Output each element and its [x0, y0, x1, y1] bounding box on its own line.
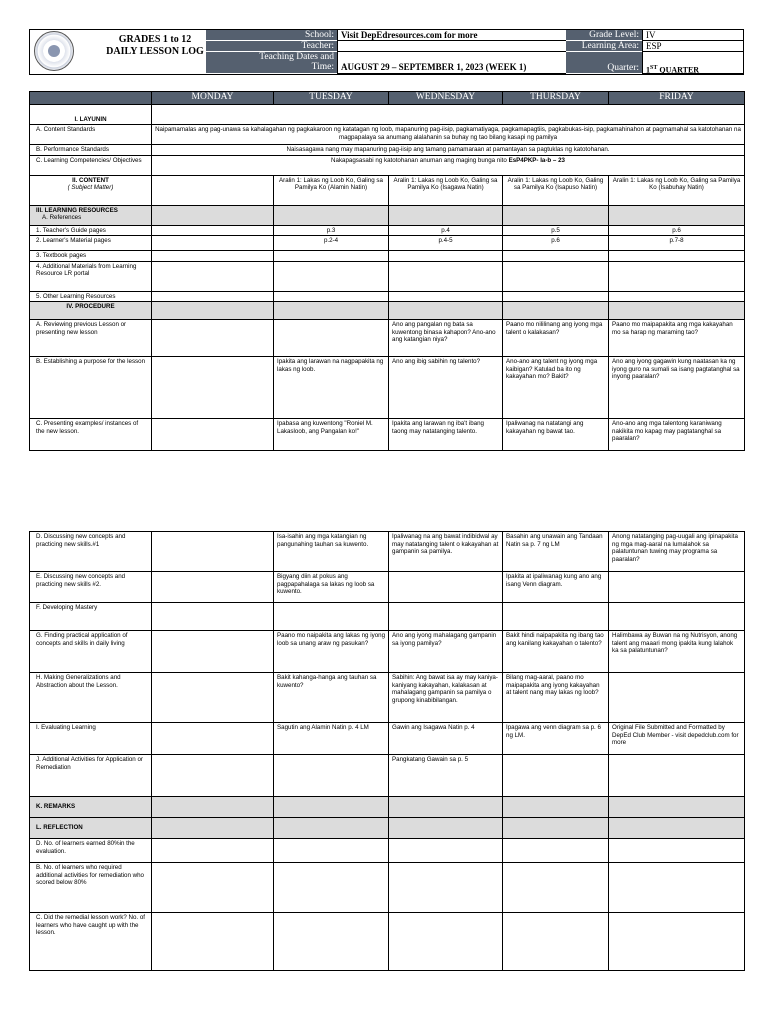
j-friday [609, 755, 745, 797]
c-monday [152, 419, 274, 451]
table-cell [389, 913, 503, 971]
row-label-additional-activities: J. Additional Activities for Application or Remediation [30, 755, 152, 797]
dates-value: AUGUST 29 – SEPTEMBER 1, 2023 (WEEK 1) [337, 52, 566, 74]
table-row [30, 839, 745, 863]
a-wednesday: Ano ang pangalan ng bata sa kuwentong binasa kahapon? Ano-ano ang katangian niya? [389, 320, 503, 357]
table-cell [609, 913, 745, 971]
table-cell [274, 251, 389, 262]
table-row [30, 236, 745, 251]
table-row [30, 320, 745, 357]
table-row [30, 818, 745, 839]
table-row [30, 175, 745, 205]
d-monday [152, 532, 274, 572]
tg-wednesday: p.4 [389, 225, 503, 236]
h-tuesday: Bakit kahanga-hanga ang tauhan sa kuwento? [274, 673, 389, 723]
table-row [30, 631, 745, 673]
table-cell [503, 302, 609, 320]
c-friday: Ano-ano ang mga talentong karaniwang nakikita mo kapag may pagtatanghal sa paaralan? [609, 419, 745, 451]
b-monday [152, 357, 274, 419]
row-label-content [30, 175, 152, 205]
dates-label-line-1: Teaching Dates and [259, 52, 334, 62]
tg-thursday: p.5 [503, 225, 609, 236]
table-cell [389, 818, 503, 839]
row-label-evaluating: I. Evaluating Learning [30, 723, 152, 755]
e-tuesday: Bigyang diin at pokus ang pagpapahalaga sa lakas ng loob sa kuwento. [274, 572, 389, 603]
table-row [30, 105, 745, 125]
table-cell [274, 818, 389, 839]
row-label-learners-80: D. No. of learners earned 80%in the evaluation. [30, 839, 152, 863]
table-row [30, 145, 745, 156]
table-row [30, 572, 745, 603]
table-cell [152, 913, 274, 971]
g-thursday: Bakit hindi naipapakita ng ibang tao ang kanilang kakayahan o talento? [503, 631, 609, 673]
lesson-log-table-2 [29, 531, 745, 971]
table-cell [389, 863, 503, 913]
day-header-row [30, 92, 745, 105]
row-label-teachers-guide: 1. Teacher's Guide pages [30, 225, 152, 236]
j-thursday [503, 755, 609, 797]
d-friday: Anong natatanging pag-uugali ang ipinapakita ng mga mag-aaral na lumalahok sa palatuntunan tuwing may programa sa paaralan? [609, 532, 745, 572]
table-row [30, 419, 745, 451]
day-header-blank [30, 92, 152, 105]
quarter-label: Quarter: [566, 52, 642, 74]
grade-level-value: IV [642, 30, 744, 41]
table-cell [274, 839, 389, 863]
d-thursday: Basahin ang unawain ang Tandaan Natin sa p. 7 ng LM [503, 532, 609, 572]
table-cell [389, 251, 503, 262]
row-label-discussing-1: D. Discussing new concepts and practicing new skills.#1 [30, 532, 152, 572]
table-cell [609, 291, 745, 302]
table-cell [152, 863, 274, 913]
e-wednesday [389, 572, 503, 603]
row-label-resources [30, 205, 152, 225]
day-header-tuesday: TUESDAY [274, 92, 389, 105]
lm-thursday: p.6 [503, 236, 609, 251]
row-label-presenting: C. Presenting examples/ instances of the new lesson. [30, 419, 152, 451]
b-thursday: Ano-ano ang talent ng iyong mga kaibigan? Katulad ba ito ng kakayahan mo? Bakit? [503, 357, 609, 419]
row-label-purpose: B. Establishing a purpose for the lesson [30, 357, 152, 419]
table-cell [274, 302, 389, 320]
row-label-reviewing: A. Reviewing previous Lesson or presenting new lesson [30, 320, 152, 357]
table-cell [609, 261, 745, 291]
row-label-learners-remediation: B. No. of learners who required additional activities for remediation who scored below 80% [30, 863, 152, 913]
table-cell [503, 205, 609, 225]
tg-tuesday: p.3 [274, 225, 389, 236]
table-cell [609, 302, 745, 320]
table-cell [274, 797, 389, 818]
table-cell [609, 818, 745, 839]
table-row [30, 863, 745, 913]
grade-level-label: Grade Level: [566, 30, 642, 41]
table-cell [152, 251, 274, 262]
e-thursday: Ipakita at ipaliwanag kung ano ang isang Venn diagram. [503, 572, 609, 603]
table-cell [389, 205, 503, 225]
table-cell [609, 205, 745, 225]
f-thursday [503, 603, 609, 631]
a-thursday: Paano mo nililinang ang iyong mga talent o kalakasan? [503, 320, 609, 357]
g-friday: Halimbawa ay Buwan na ng Nutrisyon, anong talent ang maaari mong ipakita kung lalahok ka sa palatuntunan? [609, 631, 745, 673]
table-cell [152, 839, 274, 863]
day-header-friday: FRIDAY [609, 92, 745, 105]
deped-seal-icon [34, 31, 74, 71]
b-wednesday: Ano ang ibig sabihin ng talento? [389, 357, 503, 419]
table-cell [152, 261, 274, 291]
teacher-value [337, 41, 566, 52]
section-procedure: IV. PROCEDURE [30, 302, 152, 320]
learning-area-value: ESP [642, 41, 744, 52]
b-tuesday: Ipakita ang larawan na nagpapakita ng lakas ng loob. [274, 357, 389, 419]
c-wednesday: Ipakita ang larawan ng iba't ibang taong may natatanging talento. [389, 419, 503, 451]
table-cell [609, 797, 745, 818]
lm-tuesday: p.2-4 [274, 236, 389, 251]
table-cell [152, 302, 274, 320]
d-tuesday: Isa-isahin ang mga katangian ng pangunahing tauhan sa kuwento. [274, 532, 389, 572]
table-cell [503, 913, 609, 971]
table-row [30, 302, 745, 320]
quarter-value [642, 52, 744, 74]
competencies-text [152, 155, 745, 175]
dates-label [206, 52, 337, 74]
title-line-1: GRADES 1 to 12 [118, 34, 192, 45]
content-thursday: Aralin 1: Lakas ng Loob Ko, Galing sa Pamilya Ko (Isapuso Natin) [503, 175, 609, 205]
g-monday [152, 631, 274, 673]
table-cell [152, 291, 274, 302]
table-cell [274, 291, 389, 302]
table-cell [389, 797, 503, 818]
header-grid [206, 30, 744, 74]
table-cell [274, 913, 389, 971]
school-label: School: [206, 30, 337, 41]
dates-label-line-2: Time: [311, 62, 334, 72]
table-cell [274, 261, 389, 291]
school-value: Visit DepEdresources.com for more [337, 30, 566, 41]
row-label-content-standards: A. Content Standards [30, 125, 152, 145]
j-monday [152, 755, 274, 797]
table-cell [503, 261, 609, 291]
lm-monday [152, 236, 274, 251]
row-label-generalizations: H. Making Generalizations and Abstraction about the Lesson. [30, 673, 152, 723]
table-cell [152, 105, 745, 125]
table-cell [609, 863, 745, 913]
e-friday [609, 572, 745, 603]
c-tuesday: Ipabasa ang kuwentong "Roniel M. Lakasloob, ang Pangalan ko!" [274, 419, 389, 451]
table-row [30, 532, 745, 572]
section-layunin: I. LAYUNIN [30, 105, 152, 125]
e-monday [152, 572, 274, 603]
row-label-other-resources: 5. Other Learning Resources [30, 291, 152, 302]
f-wednesday [389, 603, 503, 631]
table-cell [503, 818, 609, 839]
table-cell [152, 205, 274, 225]
row-label-mastery: F. Developing Mastery [30, 603, 152, 631]
a-friday: Paano mo maipapakita ang mga kakayahan mo sa harap ng maraming tao? [609, 320, 745, 357]
references-label: A. References [42, 214, 82, 221]
table-cell [274, 863, 389, 913]
table-cell [389, 839, 503, 863]
a-monday [152, 320, 274, 357]
table-row [30, 357, 745, 419]
table-cell [389, 302, 503, 320]
tg-monday [152, 225, 274, 236]
teacher-label: Teacher: [206, 41, 337, 52]
row-label-learners-material: 2. Learner's Material pages [30, 236, 152, 251]
table-row [30, 225, 745, 236]
lm-friday: p.7-8 [609, 236, 745, 251]
f-friday [609, 603, 745, 631]
row-label-competencies: C. Learning Competencies/ Objectives [30, 155, 152, 175]
quarter-ordinal: ST [650, 65, 658, 71]
g-wednesday: Ano ang iyong mahalagang gampanin sa iyong pamilya? [389, 631, 503, 673]
row-label-remedial-lesson: C. Did the remedial lesson work? No. of learners who have caught up with the lesson. [30, 913, 152, 971]
table-cell [503, 839, 609, 863]
lm-wednesday: p.4-5 [389, 236, 503, 251]
title-line-2: DAILY LESSON LOG [106, 46, 204, 57]
content-tuesday: Aralin 1: Lakas ng Loob Ko, Galing sa Pamilya Ko (Alamin Natin) [274, 175, 389, 205]
i-monday [152, 723, 274, 755]
table-row [30, 603, 745, 631]
j-wednesday: Pangkatang Gawain sa p. 5 [389, 755, 503, 797]
table-cell [152, 818, 274, 839]
h-wednesday: Sabihin: Ang bawat isa ay may kaniya-kaniyang kakayahan, kalakasan at mahalagang gampanin sa pamilya o grupong kinabibilangan. [389, 673, 503, 723]
quarter-number: 1 [646, 65, 650, 75]
day-header-wednesday: WEDNESDAY [389, 92, 503, 105]
h-monday [152, 673, 274, 723]
f-tuesday [274, 603, 389, 631]
table-row [30, 251, 745, 262]
table-cell [503, 863, 609, 913]
day-header-thursday: THURSDAY [503, 92, 609, 105]
table-row [30, 913, 745, 971]
table-row [30, 723, 745, 755]
i-thursday: Ipagawa ang venn diagram sa p. 6 ng LM. [503, 723, 609, 755]
row-label-application: G. Finding practical application of concepts and skills in daily living [30, 631, 152, 673]
f-monday [152, 603, 274, 631]
g-tuesday: Paano mo naipakita ang lakas ng iyong loob sa unang araw ng pasukan? [274, 631, 389, 673]
table-cell [609, 839, 745, 863]
d-wednesday: Ipaliwanag na ang bawat indibidwal ay may natatanging talent o kakayahan at gampanin sa pamilya. [389, 532, 503, 572]
row-label-reflection: L. REFLECTION [30, 818, 152, 839]
content-wednesday: Aralin 1: Lakas ng Loob Ko, Galing sa Pamilya Ko (Isagawa Natin) [389, 175, 503, 205]
table-cell [503, 291, 609, 302]
c-thursday: Ipaliwanag na natatangi ang kakayahan ng bawat tao. [503, 419, 609, 451]
learning-area-label: Learning Area: [566, 41, 642, 52]
row-label-additional-materials: 4. Additional Materials from Learning Resource LR portal [30, 261, 152, 291]
table-row [30, 797, 745, 818]
competencies-statement: Nakapagsasabi ng katotohanan anuman ang maging bunga nito [331, 156, 507, 164]
performance-standards-text: Naisasagawa nang may mapanuring pag-iisip ang tamang pamamaraan at pamantayan sa pagtuklas ng katotohanan. [152, 145, 745, 156]
row-label-performance-standards: B. Performance Standards [30, 145, 152, 156]
lesson-log-table-1 [29, 91, 745, 451]
row-label-remarks: K. REMARKS [30, 797, 152, 818]
row-label-discussing-2: E. Discussing new concepts and practicing new skills #2. [30, 572, 152, 603]
tg-friday: p.6 [609, 225, 745, 236]
table-cell [609, 251, 745, 262]
h-friday [609, 673, 745, 723]
table-row [30, 205, 745, 225]
table-cell [389, 261, 503, 291]
i-friday: Original File Submitted and Formatted by DepEd Club Member - visit depedclub.com for more [609, 723, 745, 755]
resources-label: III. LEARNING RESOURCES [36, 206, 118, 214]
day-header-monday: MONDAY [152, 92, 274, 105]
table-row [30, 261, 745, 291]
table-row [30, 291, 745, 302]
b-friday: Ano ang iyong gagawin kung naatasan ka ng iyong guro na sumali sa isang pagtatanghal sa inyong paaralan? [609, 357, 745, 419]
table-row [30, 673, 745, 723]
content-standards-text: Naipamamalas ang pag-unawa sa kahalagahan ng pagkakaroon ng katatagan ng loob, mapanuring pag-iisip, pagkamatiyaga, pagkamapagtiis, pagkabukas-isip, pagkamahinahon at pagmamahal sa katotohanan na magpapalaya sa anumang alalahanin sa buhay ng tao bilang kasapi ng pamilya [152, 125, 745, 145]
table-cell [274, 205, 389, 225]
table-row [30, 755, 745, 797]
h-thursday: Bilang mag-aaral, paano mo maipapakita ang iyong kakayahan at talent nang may lakas ng loob? [503, 673, 609, 723]
content-sublabel: ( Subject Matter) [67, 184, 114, 191]
quarter-word: QUARTER [659, 65, 700, 75]
i-tuesday: Sagutin ang Alamin Natin p. 4 LM [274, 723, 389, 755]
competencies-code: EsP4PKP- Ia-b – 23 [508, 156, 565, 164]
header-box [29, 29, 744, 75]
table-cell [503, 797, 609, 818]
a-tuesday [274, 320, 389, 357]
i-wednesday: Gawin ang Isagawa Natin p. 4 [389, 723, 503, 755]
content-friday: Aralin 1: Lakas ng Loob Ko, Galing sa Pamilya Ko (Isabuhay Natin) [609, 175, 745, 205]
table-row [30, 125, 745, 145]
table-cell [389, 291, 503, 302]
content-monday [152, 175, 274, 205]
table-row [30, 155, 745, 175]
table-cell [503, 251, 609, 262]
table-cell [152, 797, 274, 818]
row-label-textbook: 3. Textbook pages [30, 251, 152, 262]
content-label: II. CONTENT [72, 176, 109, 184]
j-tuesday [274, 755, 389, 797]
